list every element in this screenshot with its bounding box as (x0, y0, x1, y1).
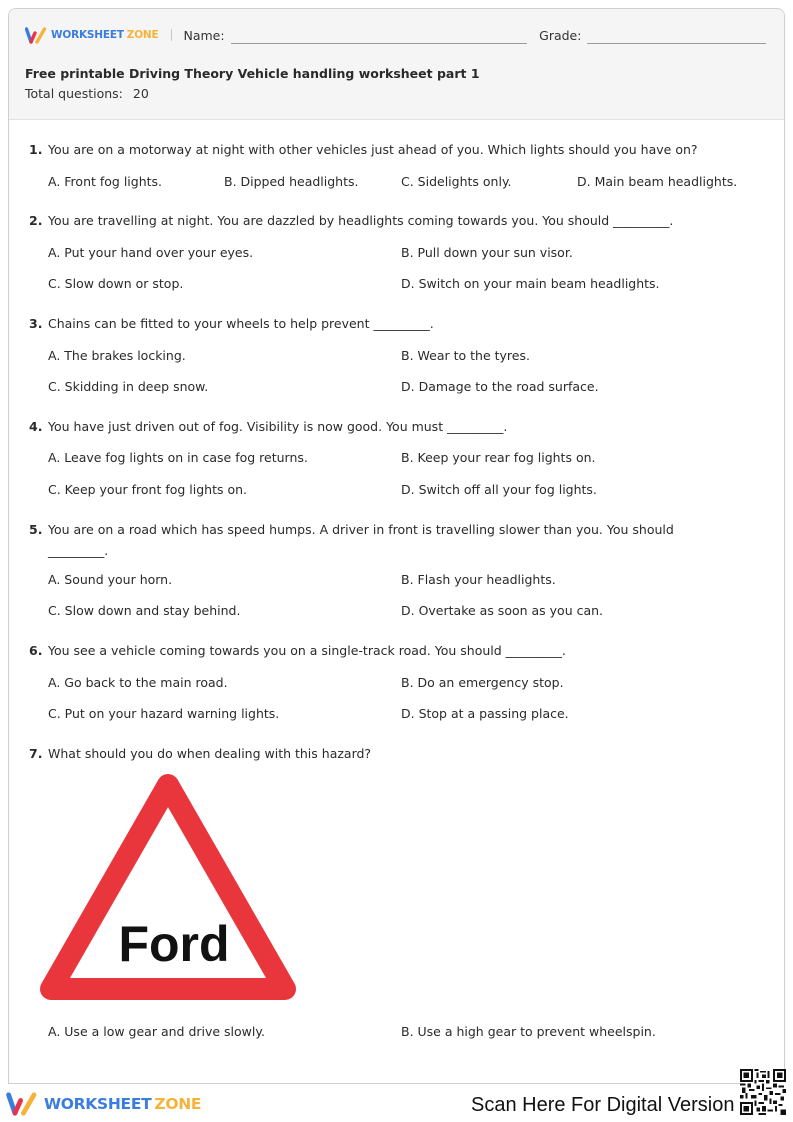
question-stem (29, 416, 753, 437)
sign-text: Ford (118, 916, 230, 972)
question-text: You see a vehicle coming towards you on a single-track road. You should _________. (48, 643, 566, 658)
option-d[interactable]: D. Overtake as soon as you can. (401, 603, 604, 618)
option-b[interactable]: B. Wear to the tyres. (401, 348, 530, 363)
option-d[interactable]: D. Damage to the road surface. (401, 379, 599, 394)
option-c[interactable]: C. Put on your hazard warning lights. (48, 706, 280, 721)
option-a[interactable]: A. Leave fog lights on in case fog returns. (48, 450, 308, 465)
question-number: 3. (29, 316, 43, 331)
question-number: 2. (29, 213, 43, 228)
brand-secondary: ZONE (126, 29, 159, 41)
question-text: You are on a motorway at night with other vehicles just ahead of you. Which lights should you have on? (48, 142, 698, 157)
question-number: 6. (29, 643, 43, 658)
option-c[interactable]: C. Slow down and stay behind. (48, 603, 241, 618)
brand-primary: WORKSHEET (44, 1095, 152, 1113)
total-value: 20 (132, 86, 149, 101)
scan-text: Scan Here For Digital Version (471, 1094, 735, 1116)
option-c[interactable]: C. Skidding in deep snow. (48, 379, 209, 394)
grade-field[interactable] (587, 30, 766, 44)
question-stem (29, 640, 753, 661)
brand-name (51, 29, 159, 41)
question-text: You have just driven out of fog. Visibility is now good. You must _________. (48, 419, 508, 434)
option-c[interactable]: C. Sidelights only. (401, 174, 512, 189)
brand-secondary: ZONE (154, 1095, 202, 1113)
option-a[interactable]: A. Use a low gear and drive slowly. (48, 1024, 265, 1039)
question-number: 1. (29, 142, 43, 157)
name-label: Name: (183, 27, 225, 43)
option-b[interactable]: B. Use a high gear to prevent wheelspin. (401, 1024, 656, 1039)
option-d[interactable]: D. Switch on your main beam headlights. (401, 276, 660, 291)
total-questions (25, 86, 149, 101)
option-b[interactable]: B. Do an emergency stop. (401, 675, 564, 690)
option-c[interactable]: C. Keep your front fog lights on. (48, 482, 248, 497)
option-d[interactable]: D. Main beam headlights. (577, 174, 738, 189)
question-stem (29, 743, 753, 764)
option-b[interactable]: B. Pull down your sun visor. (401, 245, 573, 260)
option-d[interactable]: D. Switch off all your fog lights. (401, 482, 597, 497)
option-d[interactable]: D. Stop at a passing place. (401, 706, 569, 721)
question-text: What should you do when dealing with this hazard? (48, 746, 372, 761)
option-a[interactable]: A. Front fog lights. (48, 174, 163, 189)
option-a[interactable]: A. The brakes locking. (48, 348, 186, 363)
ford-warning-sign-icon (39, 771, 297, 1001)
option-a[interactable]: A. Sound your horn. (48, 572, 173, 587)
question-text: You are on a road which has speed humps. A driver in front is travelling slower than you. You should _________. (48, 522, 674, 558)
total-label: Total questions: (25, 86, 123, 101)
option-a[interactable]: A. Go back to the main road. (48, 675, 228, 690)
name-field[interactable] (231, 30, 528, 44)
footer-brand-logo (6, 1092, 201, 1116)
question-text: Chains can be fitted to your wheels to help prevent _________. (48, 316, 434, 331)
grade-label: Grade: (539, 27, 582, 43)
header-divider (171, 29, 172, 41)
question-stem (29, 313, 753, 334)
option-b[interactable]: B. Flash your headlights. (401, 572, 556, 587)
worksheet-title: Free printable Driving Theory Vehicle handling worksheet part 1 (25, 66, 480, 81)
question-stem (29, 139, 753, 160)
brand-primary: WORKSHEET (51, 29, 124, 41)
footer-brand-name (44, 1095, 201, 1113)
option-b[interactable]: B. Keep your rear fog lights on. (401, 450, 596, 465)
worksheet-zone-logo-icon (6, 1092, 38, 1116)
question-stem (29, 210, 753, 231)
question-stem (29, 519, 693, 561)
question-number: 4. (29, 419, 43, 434)
qr-code-icon[interactable] (740, 1069, 786, 1115)
worksheet-header (9, 9, 784, 120)
option-a[interactable]: A. Put your hand over your eyes. (48, 245, 254, 260)
worksheet-zone-logo-icon (25, 27, 47, 44)
question-number: 7. (29, 746, 43, 761)
option-c[interactable]: C. Slow down or stop. (48, 276, 184, 291)
question-text: You are travelling at night. You are dazzled by headlights coming towards you. You should _________. (48, 213, 674, 228)
option-b[interactable]: B. Dipped headlights. (224, 174, 359, 189)
question-number: 5. (29, 522, 43, 537)
brand-logo (25, 25, 159, 45)
